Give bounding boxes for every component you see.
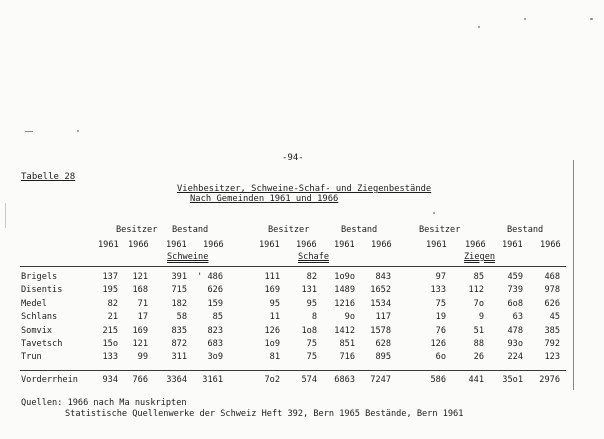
table-cell: 851 [339, 339, 355, 349]
page-right-edge-line [573, 160, 574, 390]
table-cell: 123 [544, 352, 560, 363]
table-cell: 63 [512, 312, 523, 323]
table-cell: 58 [176, 312, 187, 323]
table-cell: 843 [375, 272, 391, 282]
table-cell: 3o9 [207, 352, 223, 363]
group-header: Bestand [507, 225, 544, 235]
table-rule [20, 370, 566, 371]
table-cell: 17 [137, 312, 148, 323]
group-header: Bestand [341, 225, 378, 235]
table-cell: 121 [132, 272, 148, 282]
table-cell: 15o [102, 339, 118, 349]
table-cell: 478 [507, 325, 523, 336]
row-label: Trun [21, 352, 42, 363]
table-cell: 872 [171, 339, 187, 349]
table-cell: 82 [306, 272, 317, 282]
sources-line-1: Quellen: 1966 nach Ma nuskripten [21, 398, 187, 408]
table-cell: 9 [478, 312, 484, 323]
table-cell: 75 [306, 339, 317, 349]
table-cell: 716 [339, 352, 355, 363]
table-cell: 75 [435, 298, 446, 309]
table-cell: 26 [473, 352, 484, 363]
table-cell: 1489 [334, 285, 355, 296]
table-cell: 1534 [370, 298, 391, 309]
table-cell: 131 [301, 285, 317, 296]
year-header: 1966 [296, 240, 317, 250]
year-header: 1966 [128, 240, 149, 250]
group-header: Bestand [172, 225, 209, 235]
table-cell: 1578 [370, 325, 391, 336]
table-cell: 823 [207, 325, 223, 336]
table-cell: 626 [207, 285, 223, 296]
animal-label: Ziegen [464, 252, 496, 262]
table-rule [20, 266, 566, 267]
table-cell: 1216 [334, 298, 355, 309]
total-cell: 586 [430, 375, 446, 385]
table-cell: 97 [435, 272, 446, 282]
table-cell: 459 [507, 272, 523, 282]
table-cell: 739 [507, 285, 523, 296]
table-cell: 215 [102, 325, 118, 336]
table-cell: 182 [171, 298, 187, 309]
table-cell: 1o9 [264, 339, 280, 349]
table-cell: 1o9o [334, 272, 355, 282]
table-cell: ' 486 [197, 272, 223, 282]
total-cell: 766 [132, 375, 148, 385]
table-cell: 82 [107, 298, 118, 309]
table-cell: 7o [473, 298, 484, 309]
table-cell: 715 [171, 285, 187, 296]
group-header: Besitzer [116, 225, 158, 235]
table-cell: 45 [549, 312, 560, 323]
table-label: Tabelle 28 [21, 172, 76, 182]
table-cell: 19 [435, 312, 446, 323]
table-cell: 71 [137, 298, 148, 309]
row-label: Brigels [21, 272, 58, 282]
group-header: Besitzer [419, 225, 461, 235]
table-cell: 9o [344, 312, 355, 323]
table-cell: 169 [264, 285, 280, 296]
table-cell: 385 [544, 325, 560, 336]
animal-label: Schweine [167, 252, 209, 262]
table-cell: 81 [269, 352, 280, 363]
animal-label: Schafe [298, 252, 330, 262]
row-label: Medel [21, 298, 47, 309]
table-cell: 159 [207, 298, 223, 309]
total-cell: 574 [301, 375, 317, 385]
table-cell: 683 [207, 339, 223, 349]
table-title: Viehbesitzer, Schweine-Schaf- und Ziegenbestände [177, 184, 432, 194]
table-cell: 168 [132, 285, 148, 296]
row-label: Tavetsch [21, 339, 63, 349]
year-header: 1961 [426, 240, 447, 250]
table-cell: 75 [306, 352, 317, 363]
table-cell: 51 [473, 325, 484, 336]
year-header: 1961 [98, 240, 119, 250]
table-cell: 1412 [334, 325, 355, 336]
table-cell: 85 [473, 272, 484, 282]
table-cell: 835 [171, 325, 187, 336]
total-cell: 2976 [539, 375, 560, 385]
table-cell: 978 [544, 285, 560, 296]
table-cell: 6o [435, 352, 446, 363]
year-header: 1961 [166, 240, 187, 250]
row-label: Somvix [21, 325, 53, 336]
total-cell: 35o1 [502, 375, 523, 385]
table-cell: 895 [375, 352, 391, 363]
year-header: 1966 [540, 240, 561, 250]
total-cell: 3161 [202, 375, 223, 385]
row-label: Disentis [21, 285, 63, 296]
table-cell: 11 [269, 312, 280, 323]
table-cell: 1o8 [301, 325, 317, 336]
total-cell: 934 [102, 375, 118, 385]
table-cell: 88 [473, 339, 484, 349]
year-header: 1966 [371, 240, 392, 250]
total-cell: 7o2 [264, 375, 280, 385]
table-cell: 21 [107, 312, 118, 323]
table-cell: 121 [132, 339, 148, 349]
table-cell: 626 [544, 298, 560, 309]
year-header: 1966 [203, 240, 224, 250]
table-cell: 93o [507, 339, 523, 349]
table-subtitle: Nach Gemeinden 1961 und 1966 [190, 194, 339, 204]
row-label: Schlans [21, 312, 58, 323]
table-cell: 6o8 [507, 298, 523, 309]
page-number: -94- [282, 153, 304, 163]
table-cell: 85 [212, 312, 223, 323]
total-cell: 3364 [166, 375, 187, 385]
table-cell: 117 [375, 312, 391, 323]
table-cell: 8 [311, 312, 317, 323]
table-cell: 792 [544, 339, 560, 349]
table-cell: 169 [132, 325, 148, 336]
table-cell: 468 [544, 272, 560, 282]
year-header: 1961 [259, 240, 280, 250]
table-cell: 95 [306, 298, 317, 309]
table-cell: 126 [264, 325, 280, 336]
table-cell: 112 [468, 285, 484, 296]
table-cell: 628 [375, 339, 391, 349]
table-cell: 391 [171, 272, 187, 282]
table-cell: 133 [102, 352, 118, 363]
total-label: Vorderrhein [21, 375, 78, 385]
table-cell: 195 [102, 285, 118, 296]
total-cell: 6863 [334, 375, 355, 385]
group-header: Besitzer [268, 225, 310, 235]
year-header: 1961 [334, 240, 355, 250]
table-cell: 1652 [370, 285, 391, 296]
table-cell: 99 [137, 352, 148, 363]
table-cell: 133 [430, 285, 446, 296]
table-cell: 76 [435, 325, 446, 336]
table-cell: 311 [171, 352, 187, 363]
table-cell: 224 [507, 352, 523, 363]
table-cell: 95 [269, 298, 280, 309]
table-cell: 137 [102, 272, 118, 282]
year-header: 1961 [502, 240, 523, 250]
table-cell: 126 [430, 339, 446, 349]
total-cell: 441 [468, 375, 484, 385]
sources-line-2: Statistische Quellenwerke der Schweiz Heft 392, Bern 1965 Bestände, Bern 1961 [65, 409, 464, 419]
year-header: 1966 [465, 240, 486, 250]
total-cell: 7247 [370, 375, 391, 385]
table-cell: 111 [264, 272, 280, 282]
